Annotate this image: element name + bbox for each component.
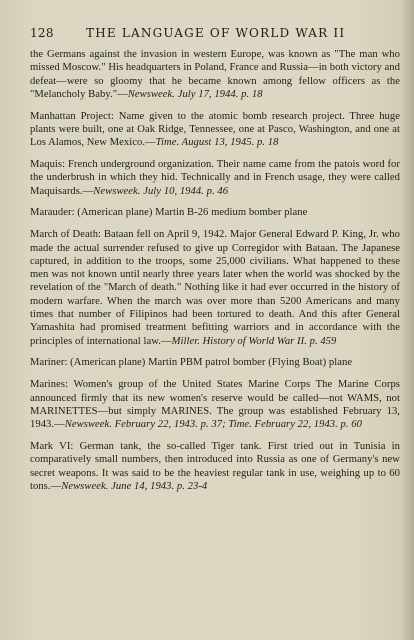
page-number: 128 (30, 26, 54, 40)
entry-text: Women's group of the United States Marine Corps The Marine Corps announced firmly that its new women's reserve would be called—not WAMS, not MARINETTES—but simply MARINES. The group was established February 13, 1943.— (30, 379, 400, 431)
entry-term: Marines: (30, 379, 69, 391)
entry-maquis (30, 158, 400, 198)
entry-text: Name given to the atomic bomb research project. Three huge plants were built, one at Oak Ridge, Tennessee, one at Pasco, Washington, and one at Los Alamos, New Mexico.— (30, 110, 400, 149)
entry-march-of-death (30, 228, 400, 348)
entry-mark-vi (30, 440, 400, 493)
book-title: THE LANGUAGE OF WORLD WAR II (86, 26, 346, 40)
page-body (30, 48, 400, 502)
entry-marauder (30, 206, 400, 219)
entry-text: Bataan fell on April 9, 1942. Major General Edward P. King, Jr. who made the actual surrender refused to give up Corregidor with Bataan. The Japanese captured, in addition to the troops, some 25,000 civilians. What happened to these men was not known until nearly three years later when the world was shocked by the revelation of the "March of death." Nothing like it had ever occurred in the history of modern warfare. When the march was over more than 5200 Americans and many times that number of Filipinos had been tortured to death. And this after General Yamashita had promised treatment befitting warriors and in accordance with the principles of international law.— (30, 229, 400, 347)
entry-citation: Newsweek. July 10, 1944. p. 46 (93, 185, 229, 197)
entry-citation: Newsweek. July 17, 1944. p. 18 (127, 88, 263, 100)
entry-citation: Time. August 13, 1945. p. 18 (155, 137, 279, 149)
entry-term: Mark VI: (30, 440, 74, 452)
entry-text: the Germans against the invasion in western Europe, was known as "The man who missed Moscow." His headquarters in Poland, France and Russia—in both victory and defeat—were so gloomy that he became known among fellow officers as the "Melancholy Baby."— (30, 49, 400, 100)
bottom-margin (0, 620, 414, 640)
entry-term: Maquis: (30, 159, 66, 171)
entry-text: French underground organization. Their name came from the patois word for the underbrush in which they hid. Technically and in French usage, they were called Maquisards.— (30, 159, 400, 197)
entry-text: German tank, the so-called Tiger tank. First tried out in Tunisia in comparatively small numbers, then introduced into Russia as one of Germany's new secret weapons. It was said to be the heaviest regular tank in use, weighing up to 60 tons.— (30, 440, 400, 492)
entry-citation: Newsweek. June 14, 1943. p. 23-4 (61, 480, 208, 492)
entry-mariner (30, 356, 400, 369)
entry-text: (American plane) Martin B-26 medium bomber plane (74, 207, 308, 219)
entry-citation: Newsweek. February 22, 1943. p. 37; Time. February 22, 1943. p. 60 (64, 419, 362, 431)
entry-continuation (30, 48, 400, 101)
entry-manhattan-project (30, 110, 400, 150)
entry-citation: Miller. History of World War II. p. 459 (171, 335, 337, 347)
running-head (30, 26, 400, 42)
page-edge-shadow (400, 0, 414, 640)
entry-marines (30, 378, 400, 431)
entry-term: Mariner: (30, 357, 68, 369)
entry-term: Manhattan Project: (30, 110, 114, 122)
entry-term: March of Death: (30, 229, 102, 241)
entry-term: Marauder: (30, 207, 75, 219)
entry-text: (American plane) Martin PBM patrol bomber (Flying Boat) plane (67, 357, 353, 369)
